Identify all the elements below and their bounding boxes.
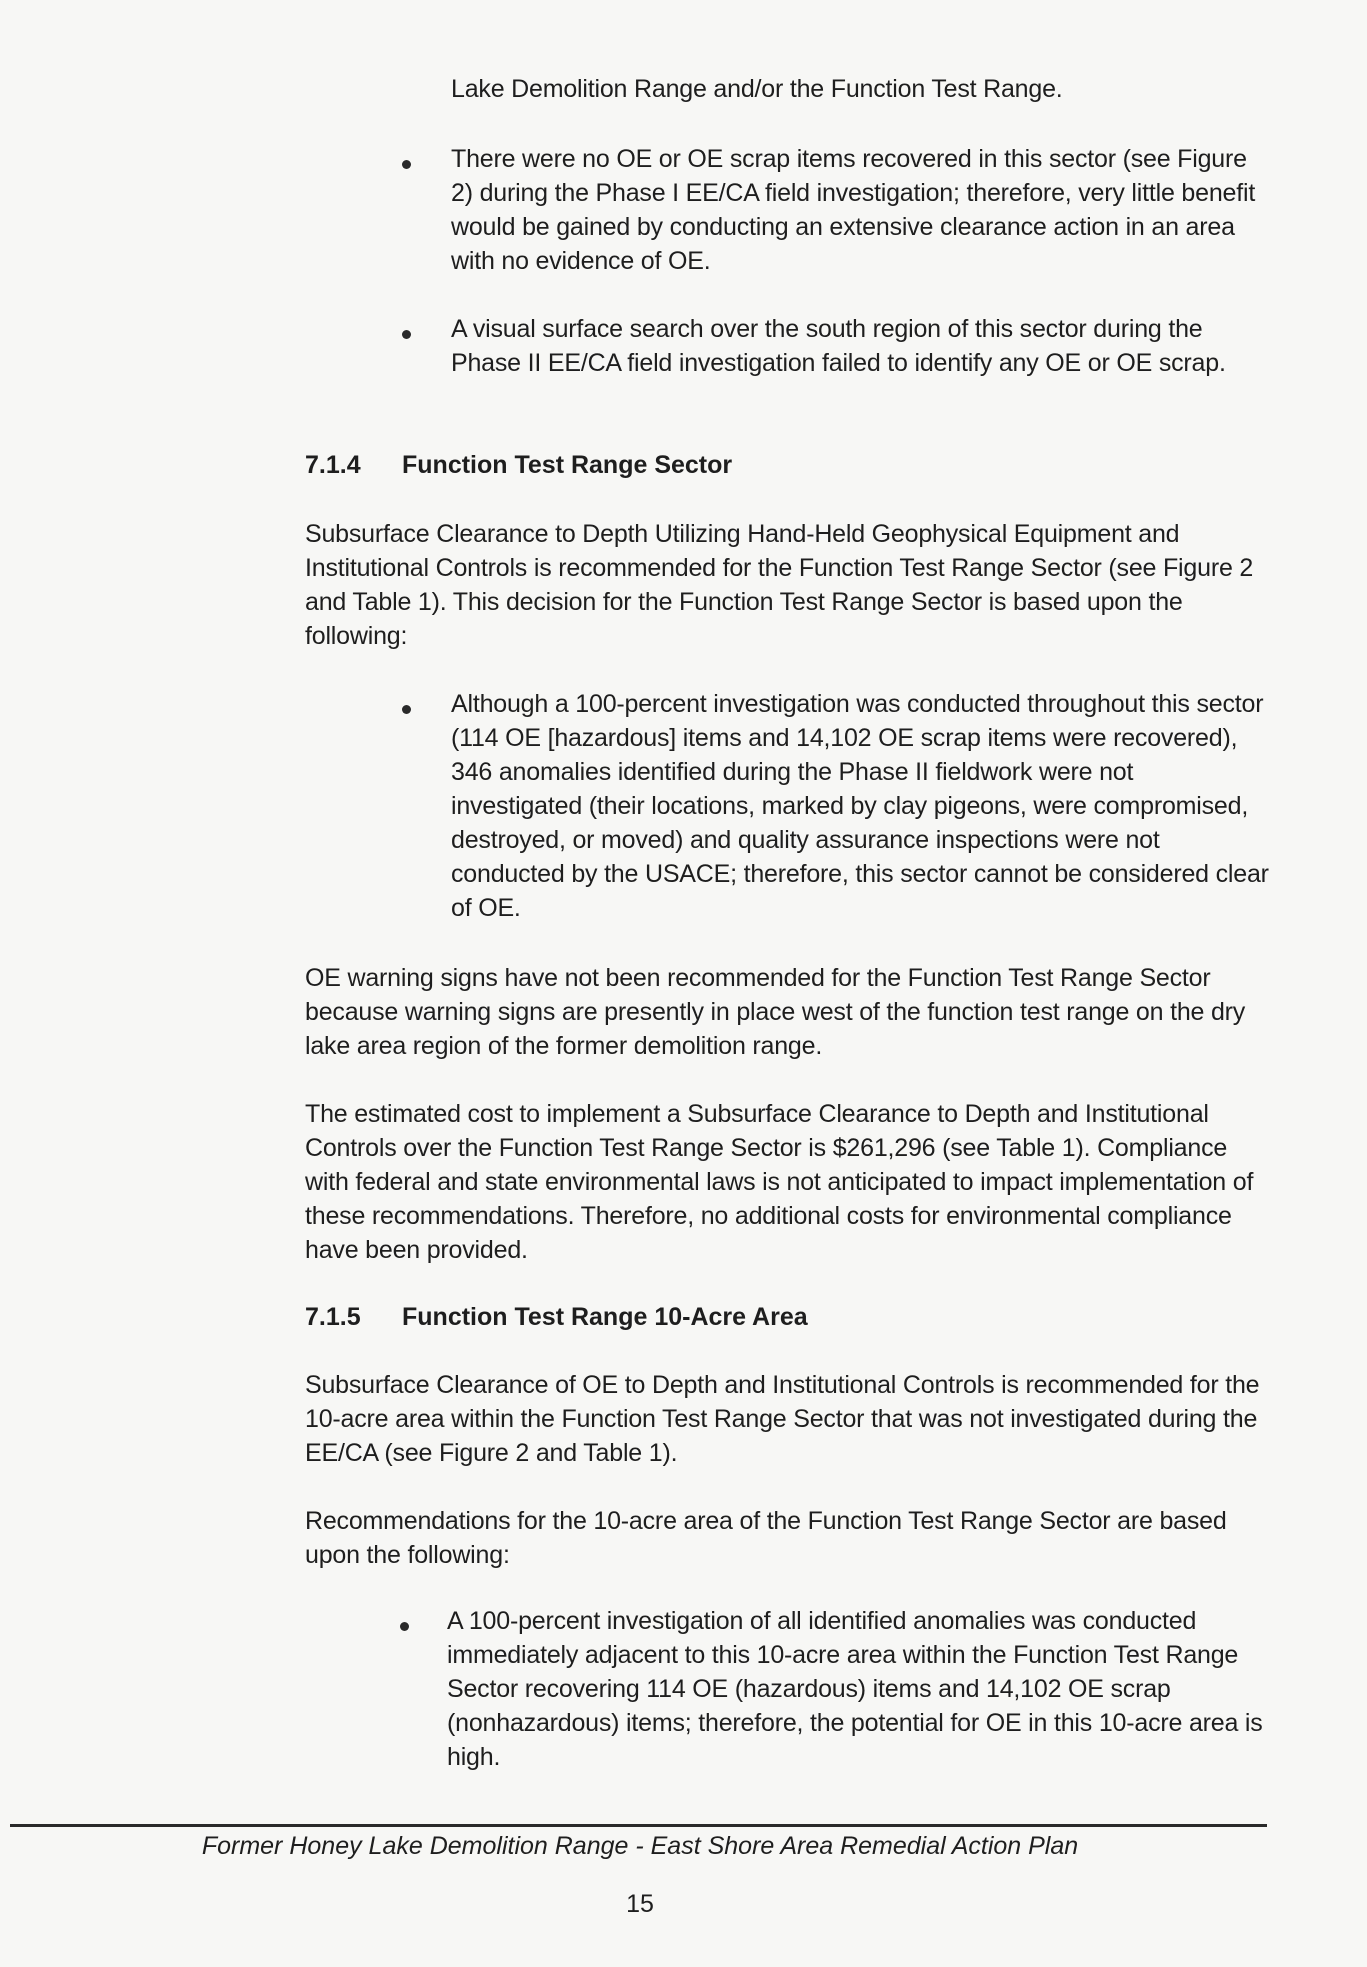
bullet-icon [402, 705, 411, 714]
section-715-heading [305, 1300, 1205, 1334]
bullet-icon [400, 1622, 409, 1631]
page-number: 15 [626, 1890, 654, 1918]
section-715-title: Function Test Range 10-Acre Area [402, 1303, 808, 1331]
section-714-number: 7.1.4 [305, 451, 361, 479]
section-715-paragraph-2: Recommendations for the 10-acre area of the Function Test Range Sector are based upon the following: [305, 1507, 1227, 1569]
section-715-paragraph-1: Subsurface Clearance of OE to Depth and Institutional Controls is recommended for the 10-acre area within the Function Test Range Sector that was not investigated during the EE/CA (see Figure 2 and Table 1). [305, 1371, 1260, 1467]
bullet-no-oe-recovered: There were no OE or OE scrap items recovered in this sector (see Figure 2) during the Phase I EE/CA field investigation; therefore, very little benefit would be gained by conducting an extensive clearance action in an area with no evidence of OE. [451, 145, 1256, 275]
bullet-icon [402, 330, 411, 339]
bullet-icon [402, 160, 411, 169]
section-715-number: 7.1.5 [305, 1303, 361, 1331]
section-714-paragraph-3: The estimated cost to implement a Subsurface Clearance to Depth and Institutional Controls over the Function Test Range Sector is $261,296 (see Table 1). Compliance with federal and state environmental laws is not anticipated to impact implementation of these recommendations. Therefore, no additional costs for environmental compliance have been provided. [305, 1100, 1254, 1264]
section-715-bullet-1: A 100-percent investigation of all identified anomalies was conducted immediately adjacent to this 10-acre area within the Function Test Range Sector recovering 114 OE (hazardous) items and 14,102 OE scrap (nonhazardous) items; therefore, the potential for OE in this 10-acre area is high. [447, 1607, 1263, 1771]
footer-divider [10, 1824, 1267, 1827]
intro-continuation: Lake Demolition Range and/or the Function Test Range. [451, 75, 1063, 103]
bullet-visual-search: A visual surface search over the south region of this sector during the Phase II EE/CA field investigation failed to identify any OE or OE scrap. [451, 315, 1226, 377]
section-714-bullet-1: Although a 100-percent investigation was conducted throughout this sector (114 OE [hazardous] items and 14,102 OE scrap items were recovered), 346 anomalies identified during the Phase II fieldwork were not investigated (their locations, marked by clay pigeons, were compromised, destroyed, or moved) and quality assurance inspections were not conducted by the USACE; therefore, this sector cannot be considered clear of OE. [451, 690, 1269, 922]
footer-document-title: Former Honey Lake Demolition Range - East Shore Area Remedial Action Plan [201, 1832, 1079, 1860]
section-714-paragraph-1: Subsurface Clearance to Depth Utilizing Hand-Held Geophysical Equipment and Institutional Controls is recommended for the Function Test Range Sector (see Figure 2 and Table 1). This decision for the Function Test Range Sector is based upon the following: [305, 520, 1254, 650]
section-714-paragraph-2: OE warning signs have not been recommended for the Function Test Range Sector because warning signs are presently in place west of the function test range on the dry lake area region of the former demolition range. [305, 964, 1246, 1060]
section-714-title: Function Test Range Sector [402, 451, 733, 479]
section-714-heading [305, 448, 1205, 482]
